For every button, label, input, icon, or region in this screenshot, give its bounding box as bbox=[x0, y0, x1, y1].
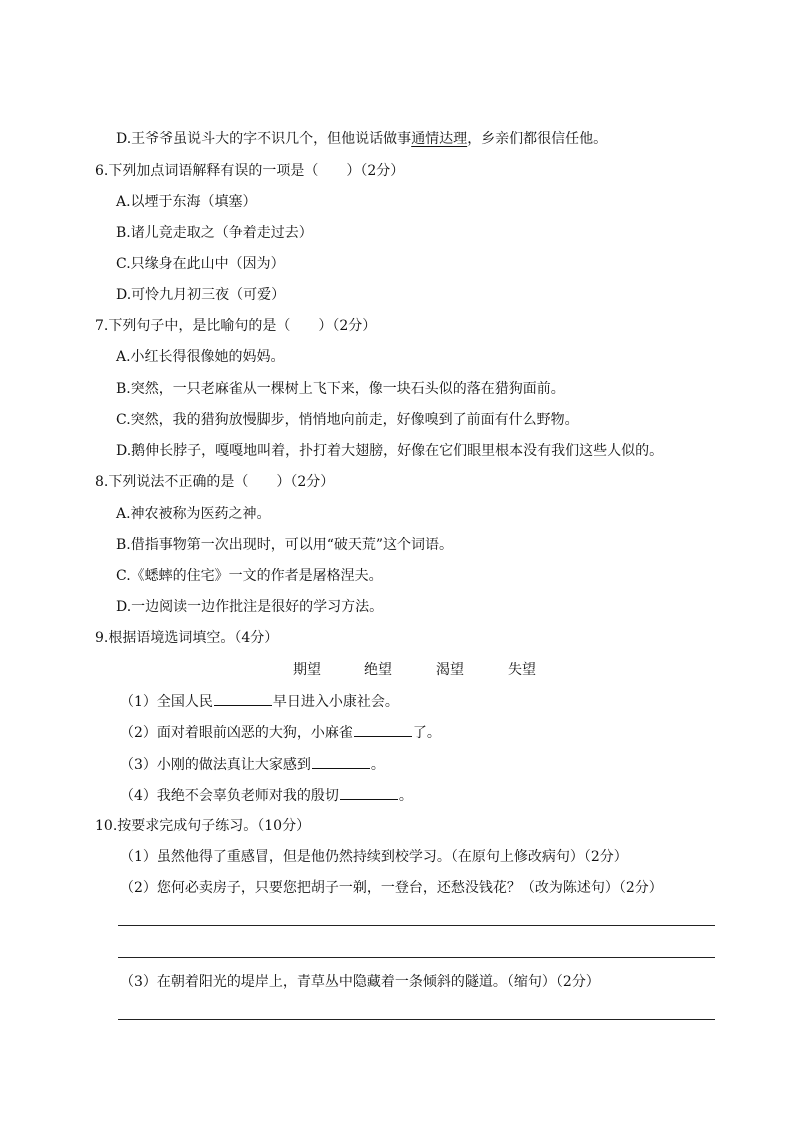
q9-word-4: 失望 bbox=[508, 662, 536, 678]
q9-item-1: （1）全国人民 早日进入小康社会。 bbox=[120, 691, 399, 712]
q5-option-d bbox=[116, 129, 607, 149]
q6-option-c: C.只缘身在此山中（因为） bbox=[116, 256, 285, 272]
q7-option-c: C.突然，我的猎狗放慢脚步，悄悄地向前走，好像嗅到了前面有什么野物。 bbox=[116, 412, 579, 428]
q9-item-3: （3）小刚的做法真让大家感到 。 bbox=[120, 754, 385, 775]
q10-item-1: （1）虽然他得了重感冒，但是他仍然持续到校学习。（在原句上修改病句）（2分） bbox=[120, 849, 628, 865]
fill-blank[interactable] bbox=[214, 691, 272, 706]
answer-line[interactable] bbox=[118, 957, 715, 958]
q7-title: 7.下列句子中，是比喻句的是（ ）（2分） bbox=[95, 318, 377, 334]
fill-blank[interactable] bbox=[340, 785, 398, 800]
fill-blank[interactable] bbox=[312, 754, 370, 769]
q8-title: 8.下列说法不正确的是（ ）（2分） bbox=[95, 474, 335, 490]
q5-option-d-underlined: 通情达理 bbox=[411, 131, 468, 147]
q8-option-d: D.一边阅读一边作批注是很好的学习方法。 bbox=[116, 599, 384, 615]
q9-word-1: 期望 bbox=[293, 662, 321, 678]
q7-option-a: A.小红长得很像她的妈妈。 bbox=[116, 349, 285, 365]
q5-option-d-text: D.王爷爷虽说斗大的字不识几个，但他说话做事 bbox=[116, 131, 412, 147]
fill-blank[interactable] bbox=[354, 722, 412, 737]
q6-option-d: D.可怜九月初三夜（可爱） bbox=[116, 287, 286, 303]
q5-option-d-tail: ，乡亲们都很信任他。 bbox=[467, 131, 608, 147]
q9-item-4: （4）我绝不会辜负老师对我的殷切 。 bbox=[120, 785, 413, 806]
q8-option-c: C.《蟋蟀的住宅》一文的作者是屠格涅夫。 bbox=[116, 568, 383, 584]
q9-word-3: 渴望 bbox=[436, 662, 464, 678]
q10-item-3: （3）在朝着阳光的堤岸上，青草丛中隐藏着一条倾斜的隧道。（缩句）（2分） bbox=[120, 974, 600, 990]
answer-line[interactable] bbox=[118, 1019, 715, 1020]
q9-word-2: 绝望 bbox=[364, 662, 392, 678]
q7-option-d: D.鹅伸长脖子，嘎嘎地叫着，扑打着大翅膀，好像在它们眼里根本没有我们这些人似的。 bbox=[116, 443, 664, 459]
q9-word-bank bbox=[0, 660, 794, 680]
q8-option-b: B.借指事物第一次出现时，可以用“破天荒”这个词语。 bbox=[116, 537, 454, 553]
q10-item-2: （2）您何必卖房子，只要您把胡子一剃，一登台，还愁没钱花？（改为陈述句）（2分） bbox=[120, 880, 663, 896]
q6-option-b: B.诸儿竞走取之（争着走过去） bbox=[116, 225, 313, 241]
q9-title: 9.根据语境选词填空。（4分） bbox=[95, 630, 279, 646]
q10-title: 10.按要求完成句子练习。（10分） bbox=[95, 818, 311, 834]
q7-option-b: B.突然，一只老麻雀从一棵树上飞下来，像一块石头似的落在猎狗面前。 bbox=[116, 381, 565, 397]
answer-line[interactable] bbox=[118, 925, 715, 926]
q8-option-a: A.神农被称为医药之神。 bbox=[116, 506, 271, 522]
q6-title: 6.下列加点词语解释有误的一项是（ ）（2分） bbox=[95, 163, 405, 179]
q6-option-a: A.以堙于东海（填塞） bbox=[116, 194, 257, 210]
q9-item-2: （2）面对着眼前凶恶的大狗，小麻雀 了。 bbox=[120, 722, 441, 743]
